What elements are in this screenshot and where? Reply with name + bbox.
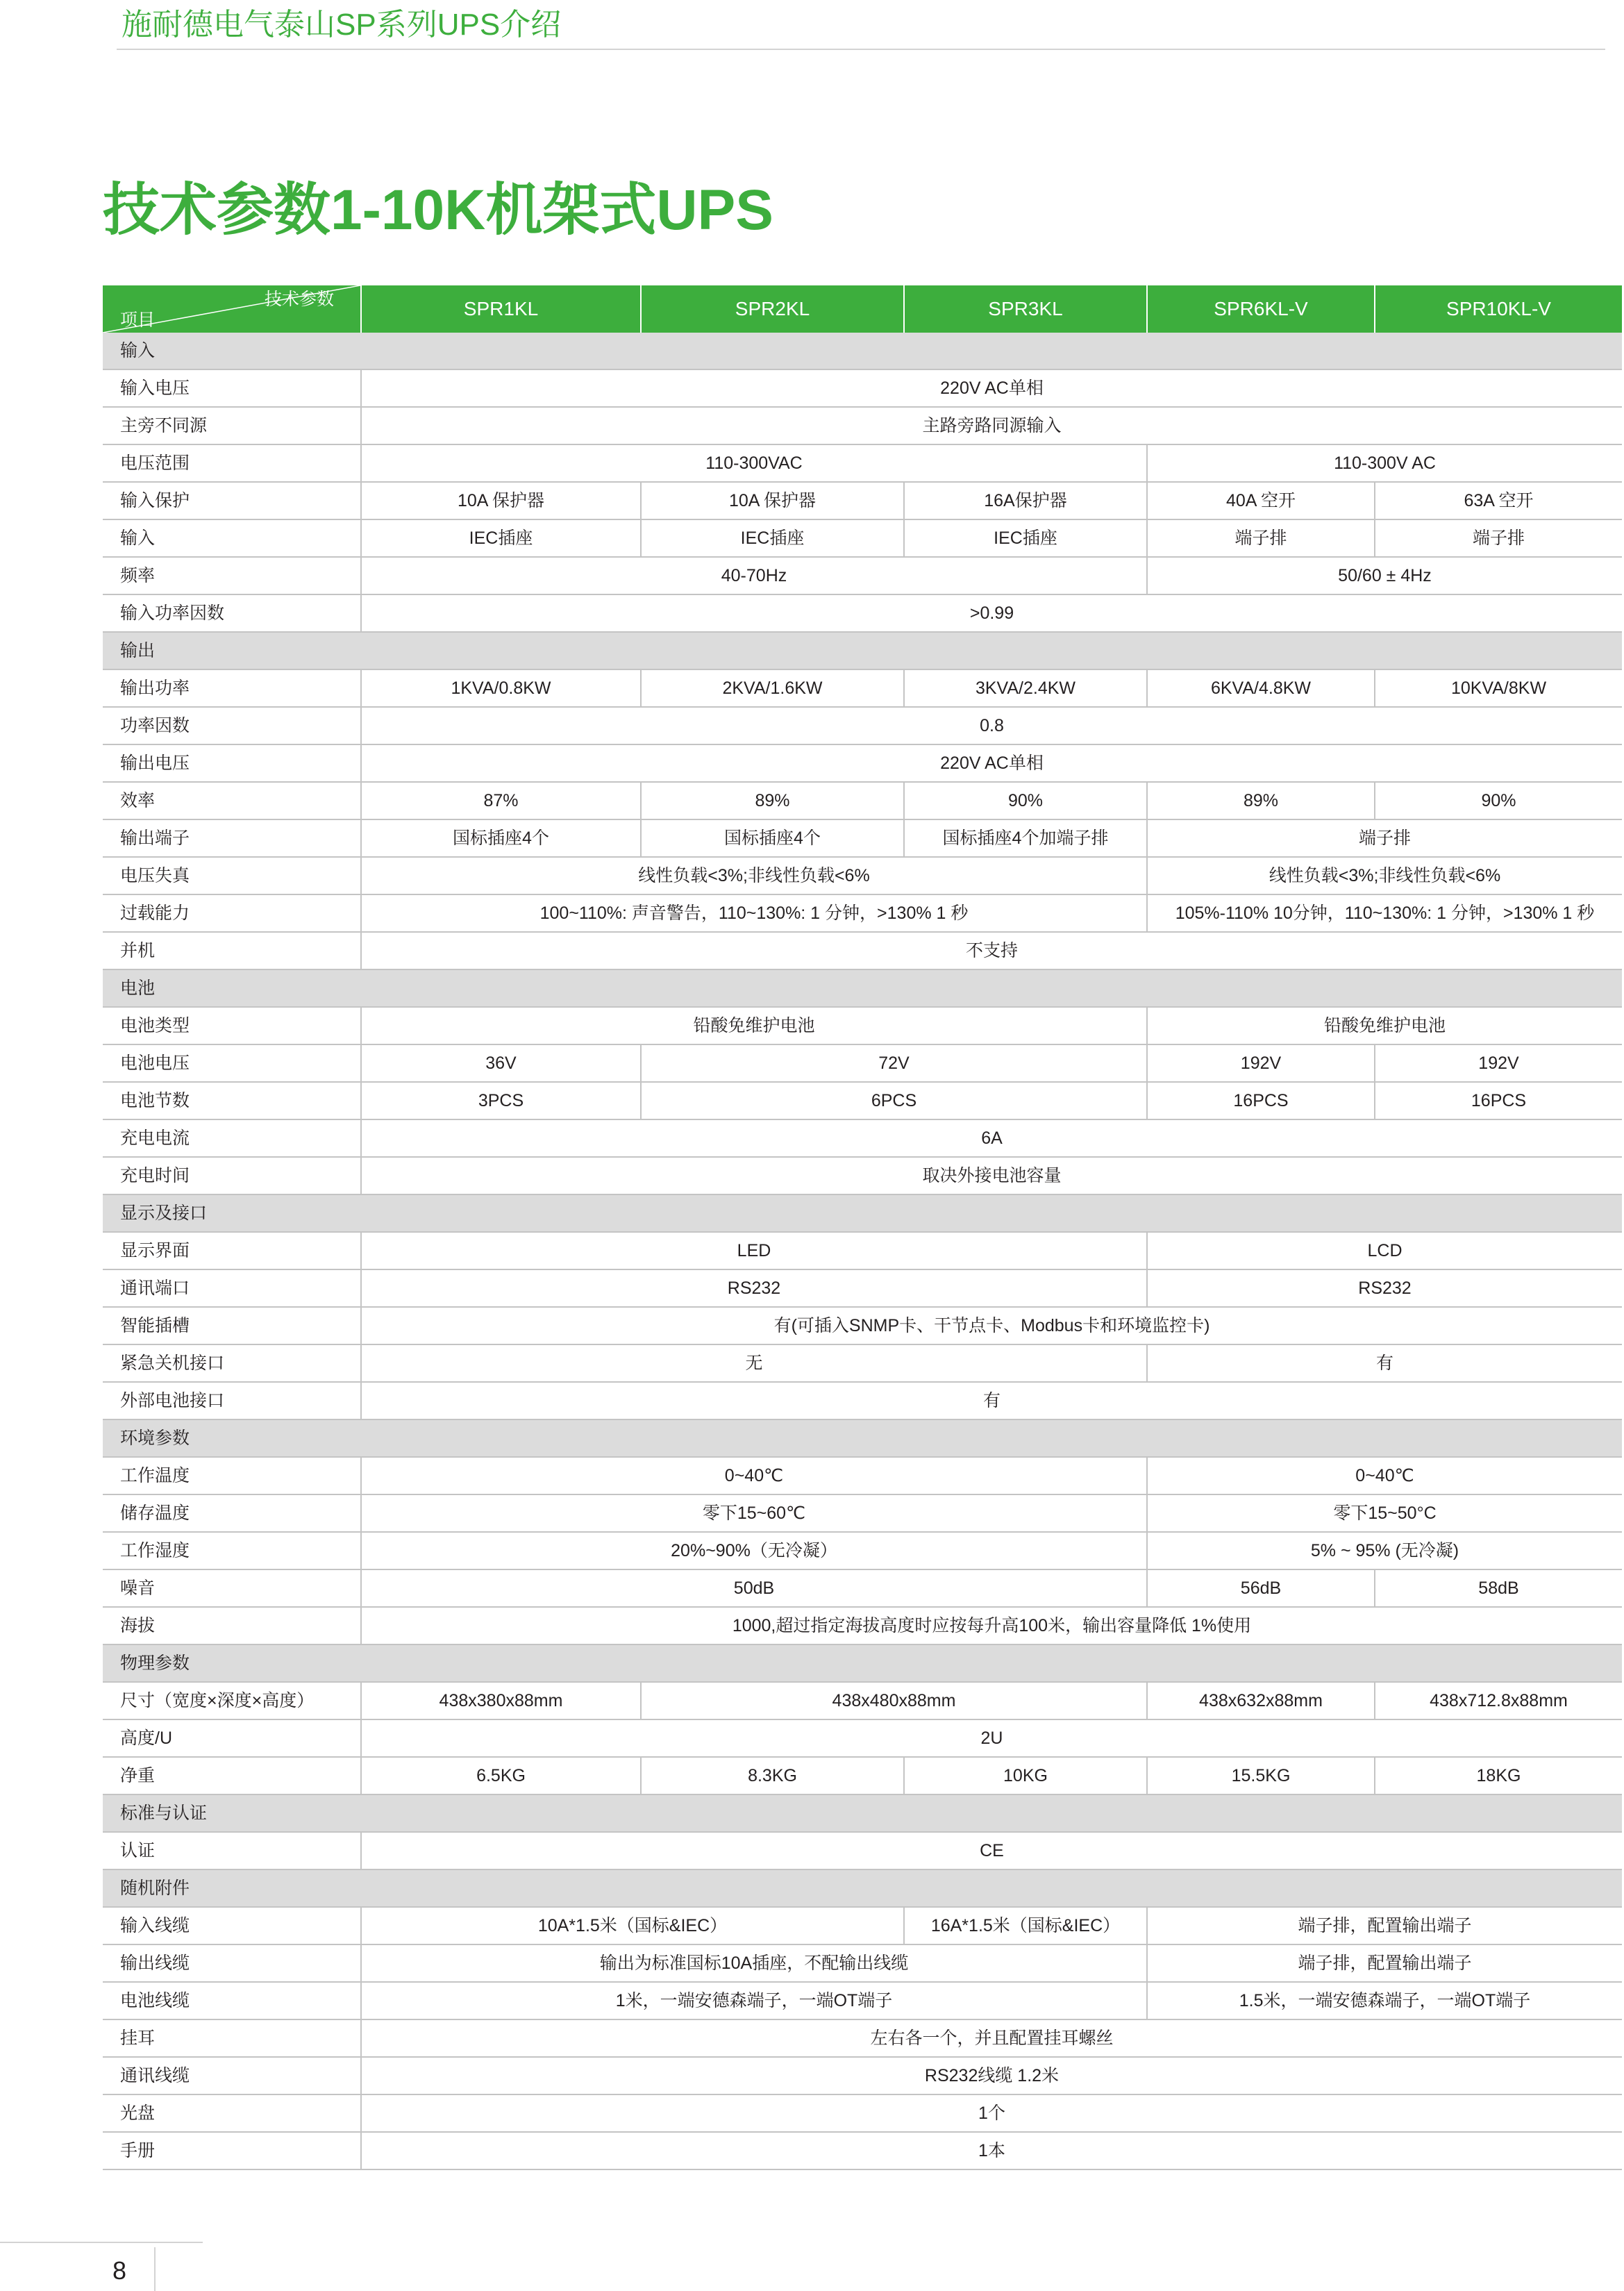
table-cell: 10A 保护器 (641, 482, 904, 519)
row-label: 输出功率 (103, 669, 361, 707)
table-cell: 58dB (1375, 1569, 1622, 1607)
table-cell: 端子排 (1375, 519, 1622, 557)
table-cell: IEC插座 (361, 519, 641, 557)
row-label: 外部电池接口 (103, 1382, 361, 1419)
row-label: 电池电压 (103, 1044, 361, 1082)
table-cell: 零下15~50°C (1147, 1494, 1622, 1532)
row-label: 并机 (103, 932, 361, 969)
table-row (103, 1307, 1622, 1344)
table-cell: 90% (1375, 782, 1622, 819)
table-row (103, 519, 1622, 557)
table-row (103, 1757, 1622, 1794)
table-cell: 16PCS (1375, 1082, 1622, 1119)
row-label: 输出电压 (103, 744, 361, 782)
row-label: 尺寸（宽度×深度×高度） (103, 1682, 361, 1719)
row-label: 电压失真 (103, 857, 361, 894)
row-label: 净重 (103, 1757, 361, 1794)
table-row (103, 2094, 1622, 2132)
table-cell: 192V (1375, 1044, 1622, 1082)
table-row (103, 557, 1622, 594)
table-row (103, 1269, 1622, 1307)
table-cell: 1KVA/0.8KW (361, 669, 641, 707)
table-cell: 40A 空开 (1147, 482, 1375, 519)
table-cell: 有(可插入SNMP卡、干节点卡、Modbus卡和环境监控卡) (361, 1307, 1622, 1344)
table-cell: 输出为标准国标10A插座，不配输出线缆 (361, 1944, 1147, 1982)
table-body (103, 333, 1622, 2169)
table-cell: 87% (361, 782, 641, 819)
page-number: 8 (112, 2256, 127, 2285)
section-header-row (103, 1419, 1622, 1457)
section-header-row (103, 1869, 1622, 1907)
corner-label-parameters: 技术参数 (264, 290, 334, 309)
model-header: SPR3KL (904, 285, 1147, 333)
row-label: 输入 (103, 519, 361, 557)
table-cell: 0~40℃ (1147, 1457, 1622, 1494)
table-cell: 63A 空开 (1375, 482, 1622, 519)
row-label: 输入功率因数 (103, 594, 361, 632)
row-label: 显示界面 (103, 1232, 361, 1269)
table-cell: IEC插座 (904, 519, 1147, 557)
footer-divider (0, 2242, 203, 2243)
row-label: 输出端子 (103, 819, 361, 857)
table-cell: 10KG (904, 1757, 1147, 1794)
table-cell: >0.99 (361, 594, 1622, 632)
table-cell: 无 (361, 1344, 1147, 1382)
table-row (103, 1157, 1622, 1194)
row-label: 智能插槽 (103, 1307, 361, 1344)
table-cell: 不支持 (361, 932, 1622, 969)
table-cell: 6PCS (641, 1082, 1147, 1119)
row-label: 输出线缆 (103, 1944, 361, 1982)
table-row (103, 1119, 1622, 1157)
table-cell: 50/60 ± 4Hz (1147, 557, 1622, 594)
footer-vertical-divider (154, 2247, 156, 2291)
section-title: 随机附件 (103, 1869, 1622, 1907)
row-label: 效率 (103, 782, 361, 819)
table-row (103, 1007, 1622, 1044)
table-cell: 90% (904, 782, 1147, 819)
table-cell: 438x712.8x88mm (1375, 1682, 1622, 1719)
table-cell: 220V AC单相 (361, 369, 1622, 407)
row-label: 海拔 (103, 1607, 361, 1644)
table-cell: 2U (361, 1719, 1622, 1757)
row-label: 充电时间 (103, 1157, 361, 1194)
table-row (103, 1944, 1622, 1982)
table-cell: 50dB (361, 1569, 1147, 1607)
row-label: 电池节数 (103, 1082, 361, 1119)
table-cell: 89% (641, 782, 904, 819)
table-cell: 0~40℃ (361, 1457, 1147, 1494)
row-label: 电池线缆 (103, 1982, 361, 2019)
table-cell: 6A (361, 1119, 1622, 1157)
table-row (103, 707, 1622, 744)
table-row (103, 594, 1622, 632)
table-row (103, 1494, 1622, 1532)
table-cell: 10A 保护器 (361, 482, 641, 519)
section-header-row (103, 1794, 1622, 1832)
table-cell: IEC插座 (641, 519, 904, 557)
table-cell: 6KVA/4.8KW (1147, 669, 1375, 707)
table-row (103, 482, 1622, 519)
table-cell: 110-300V AC (1147, 444, 1622, 482)
table-cell: 有 (361, 1382, 1622, 1419)
row-label: 功率因数 (103, 707, 361, 744)
table-row (103, 669, 1622, 707)
table-row (103, 1532, 1622, 1569)
corner-header-cell (103, 285, 361, 333)
table-cell: 100~110%: 声音警告，110~130%: 1 分钟，>130% 1 秒 (361, 894, 1147, 932)
table-cell: 端子排 (1147, 519, 1375, 557)
table-row (103, 1719, 1622, 1757)
section-header-row (103, 969, 1622, 1007)
table-cell: 主路旁路同源输入 (361, 407, 1622, 444)
table-cell: 5% ~ 95% (无冷凝) (1147, 1532, 1622, 1569)
row-label: 紧急关机接口 (103, 1344, 361, 1382)
table-row (103, 407, 1622, 444)
row-label: 过载能力 (103, 894, 361, 932)
table-cell: 1.5米，一端安德森端子，一端OT端子 (1147, 1982, 1622, 2019)
spec-table (103, 285, 1622, 2170)
section-title: 显示及接口 (103, 1194, 1622, 1232)
model-header: SPR2KL (641, 285, 904, 333)
table-cell: 16A*1.5米（国标&IEC） (904, 1907, 1147, 1944)
table-cell: 左右各一个，并且配置挂耳螺丝 (361, 2019, 1622, 2057)
table-cell: 8.3KG (641, 1757, 904, 1794)
table-row (103, 369, 1622, 407)
row-label: 噪音 (103, 1569, 361, 1607)
section-title: 环境参数 (103, 1419, 1622, 1457)
table-row (103, 819, 1622, 857)
table-cell: 10KVA/8KW (1375, 669, 1622, 707)
table-cell: 1个 (361, 2094, 1622, 2132)
section-header-row (103, 1194, 1622, 1232)
table-cell: 192V (1147, 1044, 1375, 1082)
table-cell: 端子排 (1147, 819, 1622, 857)
section-title: 物理参数 (103, 1644, 1622, 1682)
model-header: SPR1KL (361, 285, 641, 333)
table-cell: 438x380x88mm (361, 1682, 641, 1719)
table-cell: 72V (641, 1044, 1147, 1082)
table-row (103, 932, 1622, 969)
table-cell: 1000,超过指定海拔高度时应按每升高100米，输出容量降低 1%使用 (361, 1607, 1622, 1644)
table-cell: 线性负载<3%;非线性负载<6% (1147, 857, 1622, 894)
table-cell: 220V AC单相 (361, 744, 1622, 782)
table-cell: LED (361, 1232, 1147, 1269)
table-row (103, 1044, 1622, 1082)
table-cell: 16PCS (1147, 1082, 1375, 1119)
table-cell: 105%-110% 10分钟，110~130%: 1 分钟，>130% 1 秒 (1147, 894, 1622, 932)
row-label: 通讯端口 (103, 1269, 361, 1307)
table-cell: 10A*1.5米（国标&IEC） (361, 1907, 904, 1944)
row-label: 高度/U (103, 1719, 361, 1757)
table-cell: 20%~90%（无冷凝） (361, 1532, 1147, 1569)
section-header-row (103, 333, 1622, 369)
row-label: 手册 (103, 2132, 361, 2169)
table-row (103, 444, 1622, 482)
table-cell: 18KG (1375, 1757, 1622, 1794)
table-cell: 铅酸免维护电池 (361, 1007, 1147, 1044)
table-cell: RS232 (1147, 1269, 1622, 1307)
table-row (103, 1569, 1622, 1607)
row-label: 工作湿度 (103, 1532, 361, 1569)
table-cell: 国标插座4个加端子排 (904, 819, 1147, 857)
table-cell: 端子排，配置输出端子 (1147, 1944, 1622, 1982)
table-cell: 3KVA/2.4KW (904, 669, 1147, 707)
row-label: 输入电压 (103, 369, 361, 407)
table-cell: RS232线缆 1.2米 (361, 2057, 1622, 2094)
row-label: 主旁不同源 (103, 407, 361, 444)
table-cell: 56dB (1147, 1569, 1375, 1607)
table-cell: RS232 (361, 1269, 1147, 1307)
table-cell: 2KVA/1.6KW (641, 669, 904, 707)
table-cell: 3PCS (361, 1082, 641, 1119)
table-cell: 36V (361, 1044, 641, 1082)
table-cell: 端子排，配置输出端子 (1147, 1907, 1622, 1944)
table-cell: 6.5KG (361, 1757, 641, 1794)
row-label: 输入线缆 (103, 1907, 361, 1944)
row-label: 工作温度 (103, 1457, 361, 1494)
table-cell: 40-70Hz (361, 557, 1147, 594)
table-cell: 国标插座4个 (641, 819, 904, 857)
table-cell: 1本 (361, 2132, 1622, 2169)
table-row (103, 1907, 1622, 1944)
table-cell: 89% (1147, 782, 1375, 819)
row-label: 储存温度 (103, 1494, 361, 1532)
table-row (103, 2057, 1622, 2094)
row-label: 挂耳 (103, 2019, 361, 2057)
section-title: 电池 (103, 969, 1622, 1007)
row-label: 通讯线缆 (103, 2057, 361, 2094)
table-cell: 取决外接电池容量 (361, 1157, 1622, 1194)
row-label: 电池类型 (103, 1007, 361, 1044)
section-title: 标准与认证 (103, 1794, 1622, 1832)
table-row (103, 1457, 1622, 1494)
table-row (103, 744, 1622, 782)
table-row (103, 1344, 1622, 1382)
corner-label-item: 项目 (120, 310, 156, 330)
section-header-row (103, 632, 1622, 669)
table-row (103, 1832, 1622, 1869)
table-cell: 16A保护器 (904, 482, 1147, 519)
section-header-row (103, 1644, 1622, 1682)
table-row (103, 2019, 1622, 2057)
row-label: 输入保护 (103, 482, 361, 519)
section-title: 输入 (103, 333, 1622, 369)
table-row (103, 1082, 1622, 1119)
row-label: 光盘 (103, 2094, 361, 2132)
table-cell: CE (361, 1832, 1622, 1869)
table-cell: 1米，一端安德森端子，一端OT端子 (361, 1982, 1147, 2019)
table-row (103, 1382, 1622, 1419)
table-cell: 438x480x88mm (641, 1682, 1147, 1719)
table-cell: 国标插座4个 (361, 819, 641, 857)
table-cell: 15.5KG (1147, 1757, 1375, 1794)
section-title: 输出 (103, 632, 1622, 669)
table-row (103, 1982, 1622, 2019)
table-cell: 0.8 (361, 707, 1622, 744)
table-cell: 438x632x88mm (1147, 1682, 1375, 1719)
table-cell: 零下15~60℃ (361, 1494, 1147, 1532)
row-label: 电压范围 (103, 444, 361, 482)
model-header: SPR6KL-V (1147, 285, 1375, 333)
header-divider (117, 49, 1605, 50)
page-title: 技术参数1-10K机架式UPS (103, 178, 773, 242)
table-cell: 线性负载<3%;非线性负载<6% (361, 857, 1147, 894)
table-row (103, 1232, 1622, 1269)
table-cell: 110-300VAC (361, 444, 1147, 482)
table-row (103, 1607, 1622, 1644)
table-cell: 铅酸免维护电池 (1147, 1007, 1622, 1044)
table-cell: LCD (1147, 1232, 1622, 1269)
header-title: 施耐德电气泰山SP系列UPS介绍 (122, 8, 562, 42)
row-label: 充电电流 (103, 1119, 361, 1157)
table-row (103, 894, 1622, 932)
row-label: 认证 (103, 1832, 361, 1869)
table-header-row (103, 285, 1622, 333)
table-cell: 有 (1147, 1344, 1622, 1382)
row-label: 频率 (103, 557, 361, 594)
model-header: SPR10KL-V (1375, 285, 1622, 333)
table-row (103, 782, 1622, 819)
table-row (103, 857, 1622, 894)
table-row (103, 1682, 1622, 1719)
table-row (103, 2132, 1622, 2169)
